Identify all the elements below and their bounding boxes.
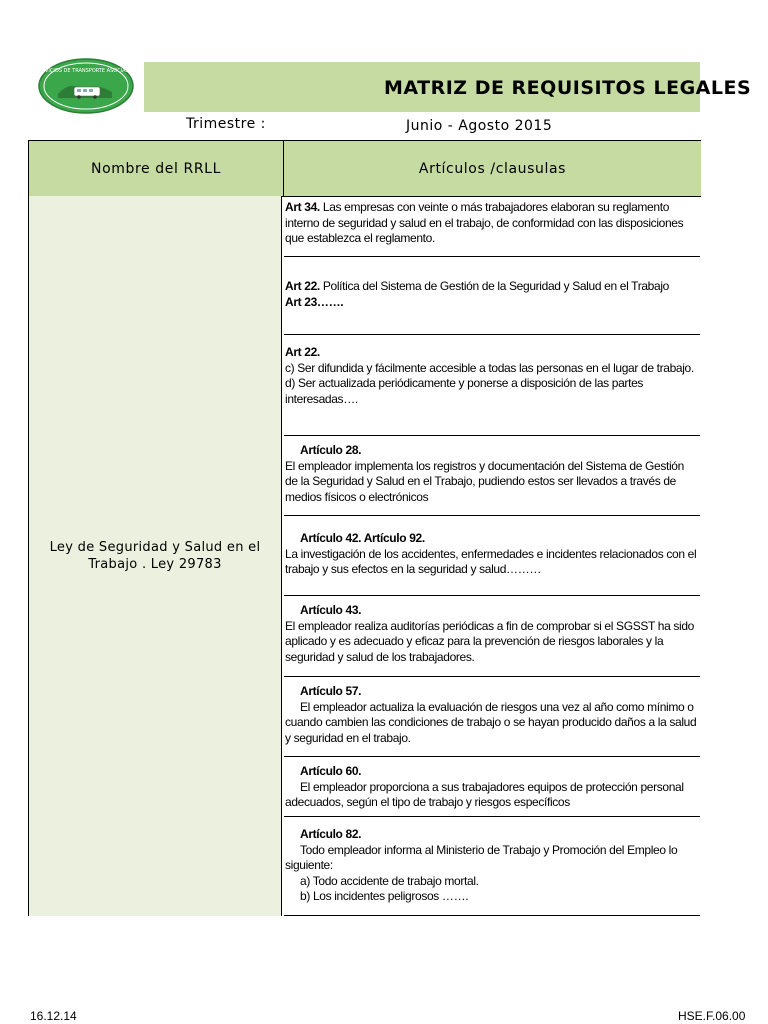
article-text: a) Todo accidente de trabajo mortal.	[300, 873, 479, 888]
article-heading: Artículo 43.	[300, 603, 362, 617]
article-heading: Artículo 42. Artículo 92.	[300, 531, 425, 545]
article-text: La investigación de los accidentes, enfermedades e incidentes relacionados con el trabajo y sus efectos en la seguridad y salud………	[285, 546, 697, 576]
footer-code: HSE.F.06.00	[678, 1009, 746, 1023]
column-header-articles: Artículos /clausulas	[418, 160, 567, 177]
law-name-cell	[28, 196, 282, 916]
article-row	[284, 335, 700, 436]
article-row	[284, 436, 700, 516]
article-row	[284, 200, 700, 257]
article-row	[284, 516, 700, 596]
article-heading: Artículo 28.	[300, 443, 362, 457]
svg-text:SERVICIOS DE TRANSPORTE ASOCIA: SERVICIOS DE TRANSPORTE ASOCIADOS	[35, 68, 137, 74]
article-row	[284, 757, 700, 817]
article-row	[284, 596, 700, 677]
article-heading: Art 22.	[285, 345, 320, 359]
column-header-name: Nombre del RRLL	[29, 141, 284, 196]
article-text: Las empresas con veinte o más trabajadores elaboran su reglamento interno de seguridad y salud en el trabajo, de conformidad con las disposiciones que establezca el reglamento.	[285, 200, 684, 245]
article-text: d) Ser actualizada periódicamente y ponerse a disposición de las partes interesadas….	[285, 376, 644, 406]
article-text: El empleador actualiza la evaluación de riesgos una vez al año como mínimo o cuando cambien las condiciones de trabajo o se hayan producido daños a la salud y seguridad en el trabajo.	[285, 699, 697, 745]
article-text: b) Los incidentes peligrosos …….	[300, 889, 469, 903]
article-heading: Art 34.	[285, 200, 320, 214]
article-row	[284, 677, 700, 757]
article-text: c) Ser difundida y fácilmente accesible a todas las personas en el lugar de trabajo.	[285, 360, 694, 375]
page-title: MATRIZ DE REQUISITOS LEGALES	[384, 77, 752, 99]
article-text: Todo empleador informa al Ministerio de Trabajo y Promoción del Empleo lo siguiente:	[285, 842, 678, 872]
law-name: Ley de Seguridad y Salud en el Trabajo . Ley 29783	[49, 540, 261, 572]
article-heading: Art 22.	[285, 279, 320, 293]
article-text: El empleador implementa los registros y documentación del Sistema de Gestión de la Seguridad y Salud en el Trabajo, pudiendo estos ser llevados a través de medios físicos o electrónicos	[285, 458, 684, 504]
article-row	[284, 257, 700, 335]
article-text: Política del Sistema de Gestión de la Seguridad y Salud en el Trabajo	[319, 279, 669, 293]
article-heading: Artículo 57.	[300, 684, 362, 698]
period-label: Trimestre :	[186, 116, 266, 132]
footer-date: 16.12.14	[30, 1009, 77, 1023]
company-logo	[30, 62, 145, 112]
article-heading: Artículo 82.	[300, 827, 362, 841]
table-header	[28, 140, 701, 197]
period-value: Junio - Agosto 2015	[406, 118, 553, 134]
article-text: El empleador proporciona a sus trabajadores equipos de protección personal adecuados, según el tipo de trabajo y riesgos específicos	[285, 779, 684, 809]
article-row	[284, 817, 700, 916]
article-text: El empleador realiza auditorías periódicas a fin de comprobar si el SGSST ha sido aplicado y es adecuado y eficaz para la prevención de riesgos laborales y la seguridad y salud de los trabajadores.	[285, 618, 694, 664]
article-heading: Artículo 60.	[300, 764, 362, 778]
article-heading: Art 23…….	[285, 294, 344, 309]
